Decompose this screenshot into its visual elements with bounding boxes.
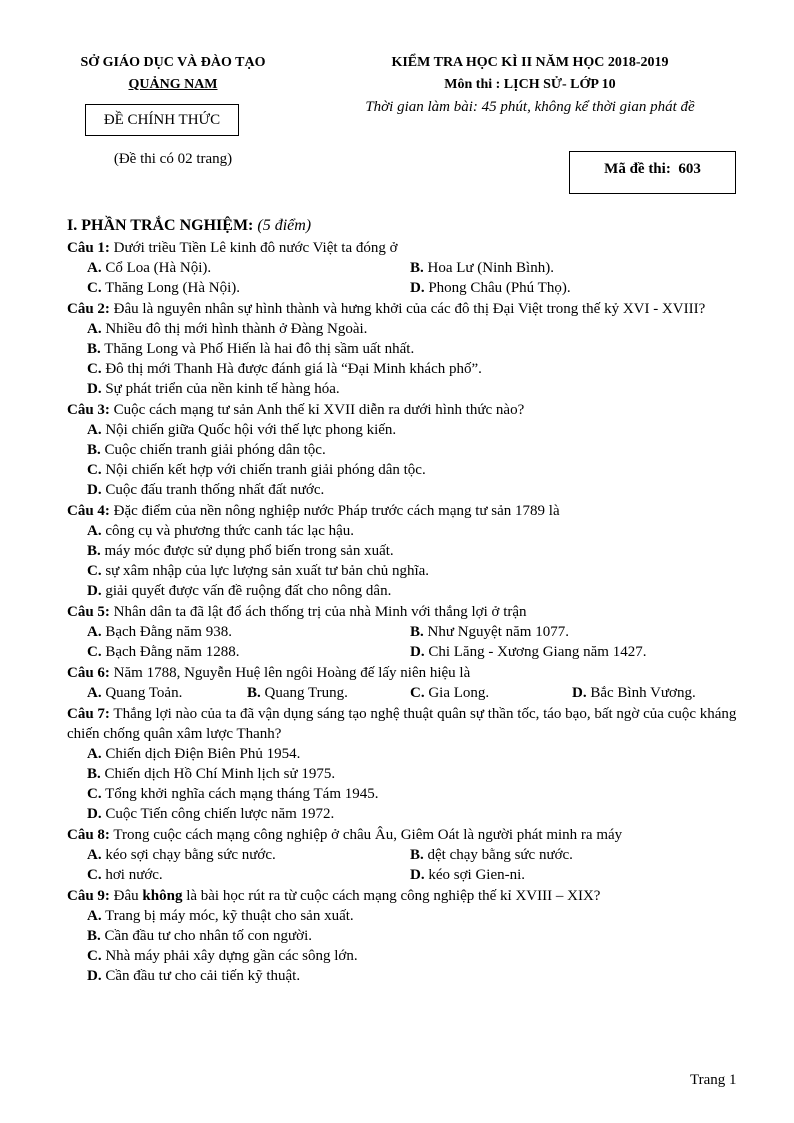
option-b: B. Cuộc chiến tranh giải phóng dân tộc.: [87, 442, 326, 458]
question-number: Câu 9:: [67, 888, 110, 904]
options: [67, 420, 757, 500]
question-text: Nhân dân ta đã lật đổ ách thống trị của nhà Minh với thắng lợi ở trận: [113, 604, 527, 620]
option-c: C. Đô thị mới Thanh Hà được đánh giá là “Đại Minh khách phố”.: [87, 361, 482, 377]
option-d: D. kéo sợi Gien-ni.: [410, 867, 526, 883]
option-b: B. Chiến dịch Hồ Chí Minh lịch sử 1975.: [87, 766, 336, 782]
exam-code-label: Mã đề thi:: [604, 161, 671, 177]
option-b: B. Cần đầu tư cho nhân tố con người.: [87, 928, 313, 944]
question-9: Câu 9: Đâu không là bài học rút ra từ cuộc cách mạng công nghiệp thế kỉ XVIII – XIX? A. Trang bị máy móc, kỹ thuật cho sản xuất. B. Cần đầu tư cho nhân tố con người. C. Nhà máy phải xây dựng gần các sông lớn. D. Cần đầu tư cho cải tiến kỹ thuật.: [67, 886, 757, 986]
option-d: D. Cuộc đấu tranh thống nhất đất nước.: [87, 482, 325, 498]
question-text: Thắng lợi nào của ta đã vận dụng sáng tạo nghệ thuật quân sự thần tốc, táo bạo, bất ngờ của cuộc kháng chiến chống quân xâm lược Thanh?: [67, 706, 737, 742]
question-6: [67, 663, 757, 703]
section-title: [67, 215, 757, 237]
section-points: (5 điểm): [257, 217, 312, 234]
option-c: C. Nội chiến kết hợp với chiến tranh giải phóng dân tộc.: [87, 462, 426, 478]
option-a: A. kéo sợi chạy bằng sức nước.: [87, 847, 276, 863]
option-d: D. Bắc Bình Vương.: [572, 685, 696, 701]
option-c: C. Bạch Đằng năm 1288.: [87, 644, 240, 660]
official-exam-box: ĐỀ CHÍNH THỨC: [85, 104, 239, 136]
question-number: Câu 4:: [67, 503, 110, 519]
options: [67, 319, 757, 399]
option-c: C. sự xâm nhập của lực lượng sản xuất tư bản chủ nghĩa.: [87, 563, 430, 579]
exam-time-note: Thời gian làm bài: 45 phút, không kể thời gian phát đề: [365, 99, 695, 115]
option-a: A. Cổ Loa (Hà Nội).: [87, 260, 212, 276]
option-c: C. hơi nước.: [87, 867, 163, 883]
option-c: C. Nhà máy phải xây dựng gần các sông lớn.: [87, 948, 358, 964]
option-d: D. giải quyết được vấn đề ruộng đất cho nông dân.: [87, 583, 392, 599]
option-a: A. Nhiều đô thị mới hình thành ở Đàng Ngoài.: [87, 321, 368, 337]
exam-code-box: [569, 151, 736, 194]
question-number: Câu 7:: [67, 706, 110, 722]
question-5: [67, 602, 757, 662]
option-d: D. Chi Lăng - Xương Giang năm 1427.: [410, 644, 647, 660]
question-text: Cuộc cách mạng tư sản Anh thế kỉ XVII diễn ra dưới hình thức nào?: [113, 402, 525, 418]
option-b: B. Hoa Lư (Ninh Bình).: [410, 260, 554, 276]
option-b: B. dệt chạy bằng sức nước.: [410, 847, 573, 863]
question-number: Câu 1:: [67, 240, 110, 256]
question-3: [67, 400, 757, 500]
options: [67, 906, 757, 986]
option-d: D. Cuộc Tiến công chiến lược năm 1972.: [87, 806, 335, 822]
emphasis-word: không: [142, 888, 183, 904]
pages-note: (Đề thi có 02 trang): [113, 151, 233, 167]
options: [67, 258, 757, 298]
option-a: A. Quang Toản.: [87, 685, 183, 701]
question-4: [67, 501, 757, 601]
options: [67, 683, 757, 703]
question-number: Câu 3:: [67, 402, 110, 418]
question-text: Trong cuộc cách mạng công nghiệp ở châu Âu, Giêm Oát là người phát minh ra máy: [113, 827, 623, 843]
option-a: A. Bạch Đằng năm 938.: [87, 624, 232, 640]
question-number: Câu 6:: [67, 665, 110, 681]
question-number: Câu 5:: [67, 604, 110, 620]
option-a: A. công cụ và phương thức canh tác lạc hậu.: [87, 523, 355, 539]
question-text: Đâu là nguyên nhân sự hình thành và hưng khởi của các đô thị Đại Việt trong thế kỷ XVI - XVIII?: [113, 301, 706, 317]
option-c: C. Thăng Long (Hà Nội).: [87, 280, 241, 296]
question-text: Năm 1788, Nguyễn Huệ lên ngôi Hoàng đế lấy niên hiệu là: [113, 665, 471, 681]
option-a: A. Chiến dịch Điện Biên Phủ 1954.: [87, 746, 301, 762]
section-heading: I. PHẦN TRẮC NGHIỆM:: [67, 217, 254, 234]
option-a: A. Nội chiến giữa Quốc hội với thế lực phong kiến.: [87, 422, 397, 438]
province-name: QUẢNG NAM: [128, 77, 218, 92]
exam-subject: Môn thi : LỊCH SỬ- LỚP 10: [444, 77, 616, 92]
department-name: SỞ GIÁO DỤC VÀ ĐÀO TẠO: [80, 55, 266, 70]
question-number: Câu 8:: [67, 827, 110, 843]
option-b: B. Quang Trung.: [247, 685, 348, 701]
question-text: Đặc điểm của nền nông nghiệp nước Pháp trước cách mạng tư sản 1789 là: [113, 503, 560, 519]
page-number: Trang 1: [690, 1072, 737, 1088]
option-b: B. Như Nguyệt năm 1077.: [410, 624, 569, 640]
options: [67, 845, 757, 885]
option-a: A. Trang bị máy móc, kỹ thuật cho sản xuất.: [87, 908, 354, 924]
question-7: [67, 704, 757, 824]
issuer-block: [58, 52, 288, 96]
option-c: C. Gia Long.: [410, 685, 490, 701]
options: [67, 744, 757, 824]
exam-code: 603: [678, 161, 701, 177]
options: [67, 622, 757, 662]
option-d: D. Cần đầu tư cho cải tiến kỹ thuật.: [87, 968, 301, 984]
option-d: D. Sự phát triển của nền kinh tế hàng hóa.: [87, 381, 340, 397]
option-b: B. Thăng Long và Phố Hiến là hai đô thị sầm uất nhất.: [87, 341, 415, 357]
question-8: [67, 825, 757, 885]
exam-info-block: [330, 52, 730, 118]
exam-content: [67, 215, 757, 986]
question-1: [67, 238, 757, 298]
question-2: [67, 299, 757, 399]
question-number: Câu 2:: [67, 301, 110, 317]
options: [67, 521, 757, 601]
exam-title: KIỂM TRA HỌC KÌ II NĂM HỌC 2018-2019: [391, 55, 669, 70]
option-c: C. Tổng khởi nghĩa cách mạng tháng Tám 1945.: [87, 786, 379, 802]
option-d: D. Phong Châu (Phú Thọ).: [410, 280, 571, 296]
question-text: Dưới triều Tiền Lê kinh đô nước Việt ta đóng ở: [113, 240, 398, 256]
option-b: B. máy móc được sử dụng phổ biến trong sản xuất.: [87, 543, 394, 559]
